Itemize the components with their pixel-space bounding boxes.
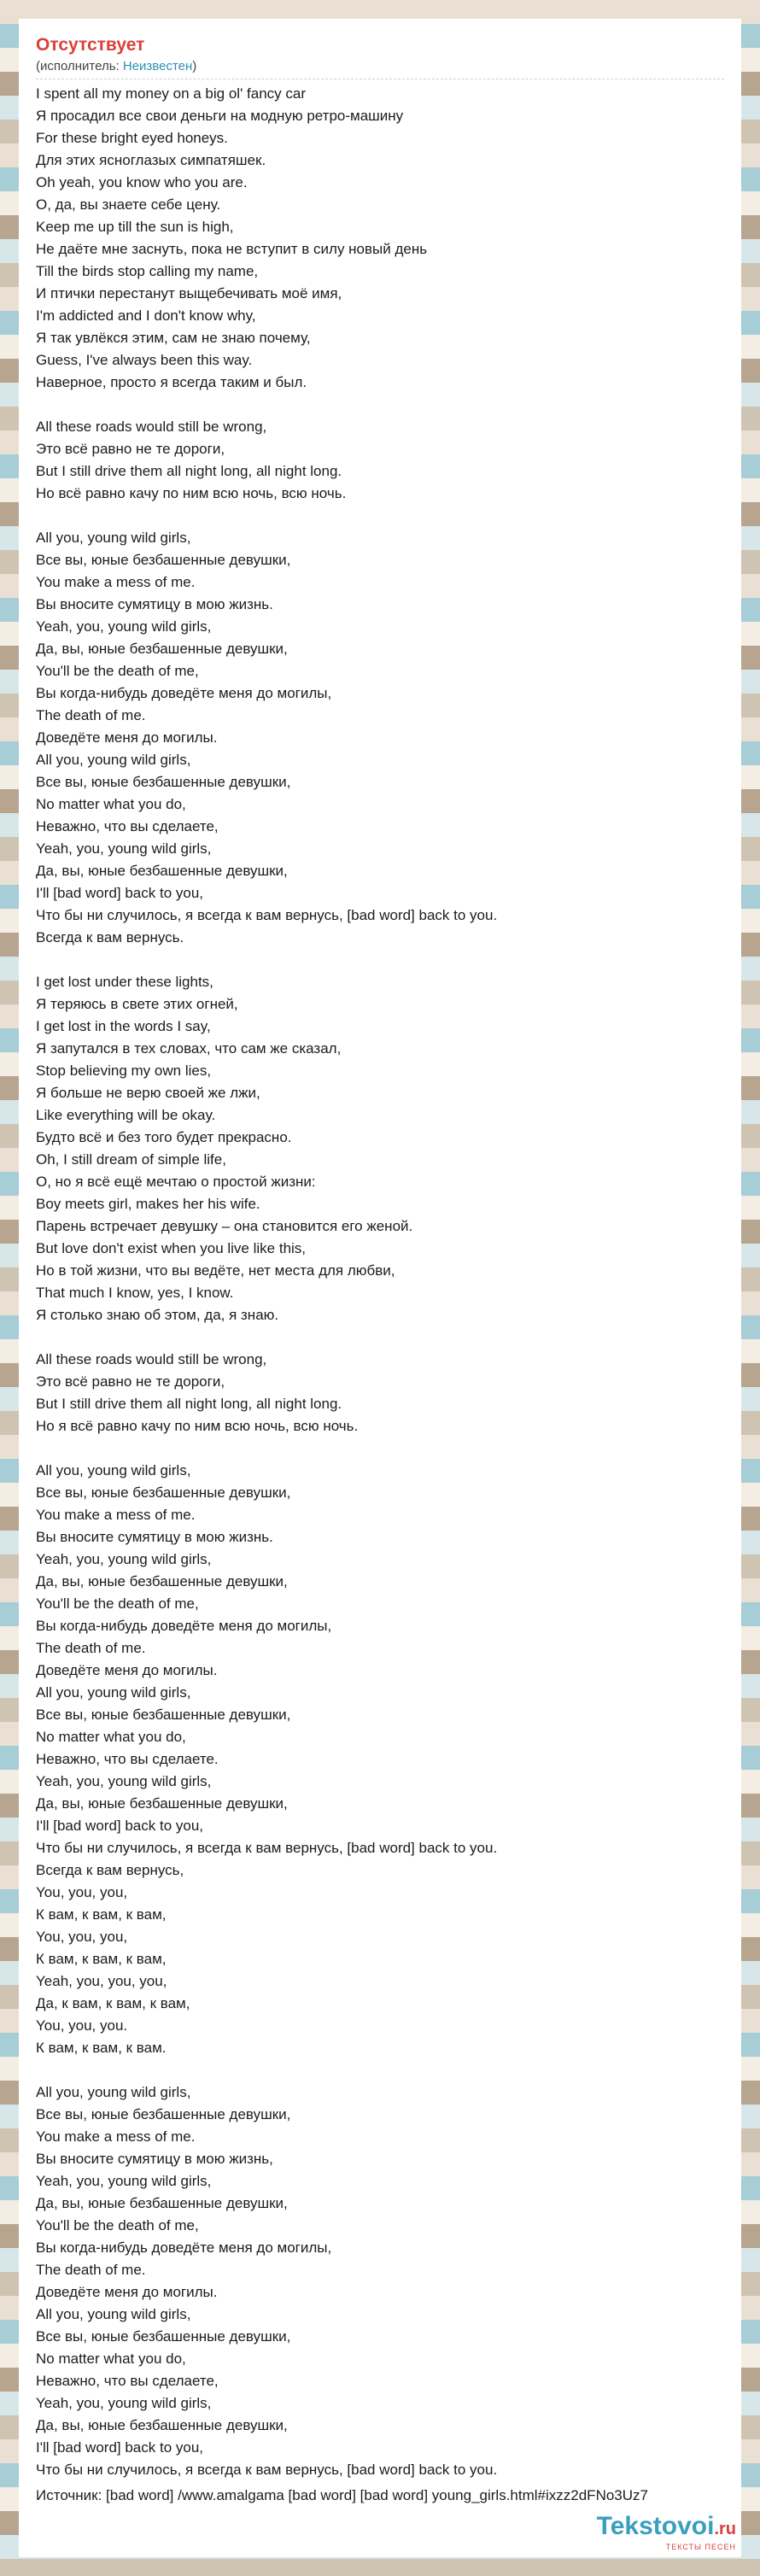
lyric-line: Но я всё равно качу по ним всю ночь, всю ночь. (36, 1418, 359, 1434)
lyric-line: Но в той жизни, что вы ведёте, нет места для любви, (36, 1262, 395, 1279)
lyric-line: I'll [bad word] back to you, (36, 885, 204, 901)
lyric-line: Доведёте меня до могилы. (36, 729, 218, 746)
lyric-line: Все вы, юные безбашенные девушки, (36, 552, 291, 568)
lyric-line: No matter what you do, (36, 796, 186, 812)
lyric-line: Да, вы, юные безбашенные девушки, (36, 863, 288, 879)
lyric-line: You'll be the death of me, (36, 663, 199, 679)
lyric-line: Что бы ни случилось, я всегда к вам вернусь, [bad word] back to you. (36, 2462, 498, 2478)
lyric-line: I spent all my money on a big ol' fancy car (36, 85, 307, 102)
lyric-line: Guess, I've always been this way. (36, 352, 253, 368)
lyric-line: That much I know, yes, I know. (36, 1285, 234, 1301)
lyric-line: The death of me. (36, 2262, 146, 2278)
lyric-line: Boy meets girl, makes her his wife. (36, 1196, 260, 1212)
lyric-line: Неважно, что вы сделаете. (36, 1751, 219, 1767)
lyric-line: Неважно, что вы сделаете, (36, 818, 219, 834)
lyric-line: Oh yeah, you know who you are. (36, 174, 248, 190)
lyric-line: I'll [bad word] back to you, (36, 2439, 204, 2456)
lyric-line: Yeah, you, young wild girls, (36, 840, 212, 857)
lyric-line: Все вы, юные безбашенные девушки, (36, 2106, 291, 2122)
stanza (36, 527, 724, 949)
stanza (36, 83, 724, 394)
lyric-line: Все вы, юные безбашенные девушки, (36, 1484, 291, 1501)
lyric-line: Да, вы, юные безбашенные девушки, (36, 2195, 288, 2211)
stanza-gap (36, 949, 724, 971)
logo-wordmark (545, 2513, 736, 2543)
lyric-line: The death of me. (36, 1640, 146, 1656)
lyric-line: К вам, к вам, к вам, (36, 1906, 167, 1923)
lyric-line: Будто всё и без того будет прекрасно. (36, 1129, 292, 1145)
logo-tld: .ru (714, 2520, 736, 2538)
lyric-line: Доведёте меня до могилы. (36, 2284, 218, 2300)
stanza-gap (36, 394, 724, 416)
lyric-line: I'll [bad word] back to you, (36, 1818, 204, 1834)
lyric-line: Что бы ни случилось, я всегда к вам вернусь, [bad word] back to you. (36, 907, 498, 923)
lyrics-body (36, 83, 724, 2481)
lyric-line: Да, вы, юные безбашенные девушки, (36, 2417, 288, 2433)
stanza-gap (36, 505, 724, 527)
lyrics-card (19, 19, 741, 2557)
lyric-line: You'll be the death of me, (36, 2217, 199, 2234)
lyric-line: Я столько знаю об этом, да, я знаю. (36, 1307, 279, 1323)
lyric-line: О, но я всё ещё мечтаю о простой жизни: (36, 1174, 316, 1190)
lyric-line: For these bright eyed honeys. (36, 130, 228, 146)
lyric-line: Все вы, юные безбашенные девушки, (36, 2328, 291, 2345)
lyric-line: Наверное, просто я всегда таким и был. (36, 374, 307, 390)
lyric-line: Yeah, you, young wild girls, (36, 618, 212, 635)
lyric-line: Yeah, you, young wild girls, (36, 1551, 212, 1567)
lyric-line: Я больше не верю своей же лжи, (36, 1085, 260, 1101)
lyric-line: Я просадил все свои деньги на модную ретро-машину (36, 108, 404, 124)
lyric-line: Yeah, you, young wild girls, (36, 2173, 212, 2189)
lyric-line: All you, young wild girls, (36, 530, 191, 546)
lyric-line: Для этих ясноглазых симпатяшек. (36, 152, 266, 168)
source-line: Источник: [bad word] /www.amalgama [bad word] [bad word] young_girls.html#ixzz2dFNo3Uz7 (36, 2487, 648, 2503)
lyric-line: Что бы ни случилось, я всегда к вам вернусь, [bad word] back to you. (36, 1840, 498, 1856)
lyric-line: All you, young wild girls, (36, 2306, 191, 2322)
lyric-line: Вы когда-нибудь доведёте меня до могилы, (36, 2239, 332, 2256)
lyric-line: Вы когда-нибудь доведёте меня до могилы, (36, 1618, 332, 1634)
lyric-line: Но всё равно качу по ним всю ночь, всю ночь. (36, 485, 347, 501)
lyric-line: You, you, you, (36, 1884, 128, 1900)
lyric-line: Парень встречает девушку – она становится его женой. (36, 1218, 413, 1234)
lyric-line: No matter what you do, (36, 1729, 186, 1745)
lyric-line: All you, young wild girls, (36, 2084, 191, 2100)
lyric-line: О, да, вы знаете себе цену. (36, 196, 221, 213)
lyric-line: I'm addicted and I don't know why, (36, 307, 256, 324)
lyric-line: Всегда к вам вернусь, (36, 1862, 184, 1878)
lyric-line: You make a mess of me. (36, 1507, 196, 1523)
site-logo[interactable] (545, 2513, 741, 2550)
lyric-line: Я запутался в тех словах, что сам же сказал, (36, 1040, 342, 1057)
lyric-line: Это всё равно не те дороги, (36, 441, 225, 457)
lyric-line: Я так увлёкся этим, сам не знаю почему, (36, 330, 311, 346)
artist-line (36, 58, 724, 75)
artist-prefix: (исполнитель: (36, 59, 123, 73)
lyric-line: Вы вносите сумятицу в мою жизнь, (36, 2151, 273, 2167)
lyric-line: Неважно, что вы сделаете, (36, 2373, 219, 2389)
lyric-line: Like everything will be okay. (36, 1107, 216, 1123)
lyric-line: Да, вы, юные безбашенные девушки, (36, 1573, 288, 1590)
lyric-line: Вы вносите сумятицу в мою жизнь. (36, 1529, 273, 1545)
lyric-line: Вы когда-нибудь доведёте меня до могилы, (36, 685, 332, 701)
lyric-line: И птички перестанут выщебечивать моё имя, (36, 285, 342, 302)
stanza-gap (36, 1326, 724, 1349)
lyric-line: You, you, you, (36, 1929, 128, 1945)
lyric-line: All you, young wild girls, (36, 1462, 191, 1478)
lyric-line: All you, young wild girls, (36, 752, 191, 768)
lyric-line: I get lost in the words I say, (36, 1018, 211, 1034)
lyric-line: No matter what you do, (36, 2351, 186, 2367)
lyric-line: К вам, к вам, к вам, (36, 1951, 167, 1967)
lyric-line: Keep me up till the sun is high, (36, 219, 234, 235)
stanza-gap (36, 2059, 724, 2081)
lyric-line: I get lost under these lights, (36, 974, 213, 990)
stanza (36, 1460, 724, 2059)
lyric-line: Я теряюсь в свете этих огней, (36, 996, 238, 1012)
logo-tagline: ТЕКСТЫ ПЕСЕН (665, 2543, 736, 2551)
lyric-line: You'll be the death of me, (36, 1595, 199, 1612)
stanza (36, 2081, 724, 2481)
artist-link[interactable]: Неизвестен (122, 59, 193, 73)
lyric-line: К вам, к вам, к вам. (36, 2040, 167, 2056)
stanza (36, 416, 724, 505)
lyric-line: Till the birds stop calling my name, (36, 263, 259, 279)
lyric-line: You make a mess of me. (36, 574, 196, 590)
artist-suffix: ) (192, 59, 197, 73)
lyric-line: But I still drive them all night long, all night long. (36, 463, 342, 479)
lyric-line: Все вы, юные безбашенные девушки, (36, 774, 291, 790)
lyric-line: Stop believing my own lies, (36, 1063, 212, 1079)
stanza (36, 1349, 724, 1437)
lyric-line: Всегда к вам вернусь. (36, 929, 184, 946)
lyric-line: Да, вы, юные безбашенные девушки, (36, 1795, 288, 1812)
lyric-line: Yeah, you, you, you, (36, 1973, 167, 1989)
lyric-line: Не даёте мне заснуть, пока не вступит в силу новый день (36, 241, 428, 257)
logo-brand: Tekstovoi (596, 2512, 715, 2540)
lyric-line: All these roads would still be wrong, (36, 1351, 267, 1367)
page-title: Отсутствует (36, 35, 145, 55)
lyric-line: You make a mess of me. (36, 2128, 196, 2145)
stanza (36, 971, 724, 1326)
lyric-line: All these roads would still be wrong, (36, 419, 267, 435)
lyric-line: But love don't exist when you live like this, (36, 1240, 307, 1256)
lyric-line: But I still drive them all night long, all night long. (36, 1396, 342, 1412)
stanza-gap (36, 1437, 724, 1460)
lyric-line: You, you, you. (36, 2017, 128, 2034)
lyric-line: Вы вносите сумятицу в мою жизнь. (36, 596, 273, 612)
lyric-line: Это всё равно не те дороги, (36, 1373, 225, 1390)
lyric-line: Yeah, you, young wild girls, (36, 1773, 212, 1789)
lyric-line: Доведёте меня до могилы. (36, 1662, 218, 1678)
lyric-line: Yeah, you, young wild girls, (36, 2395, 212, 2411)
lyric-line: Все вы, юные безбашенные девушки, (36, 1707, 291, 1723)
lyric-line: Oh, I still dream of simple life, (36, 1151, 226, 1168)
lyric-line: Да, вы, юные безбашенные девушки, (36, 641, 288, 657)
lyric-line: All you, young wild girls, (36, 1684, 191, 1701)
lyric-line: The death of me. (36, 707, 146, 723)
lyric-line: Да, к вам, к вам, к вам, (36, 1995, 190, 2011)
